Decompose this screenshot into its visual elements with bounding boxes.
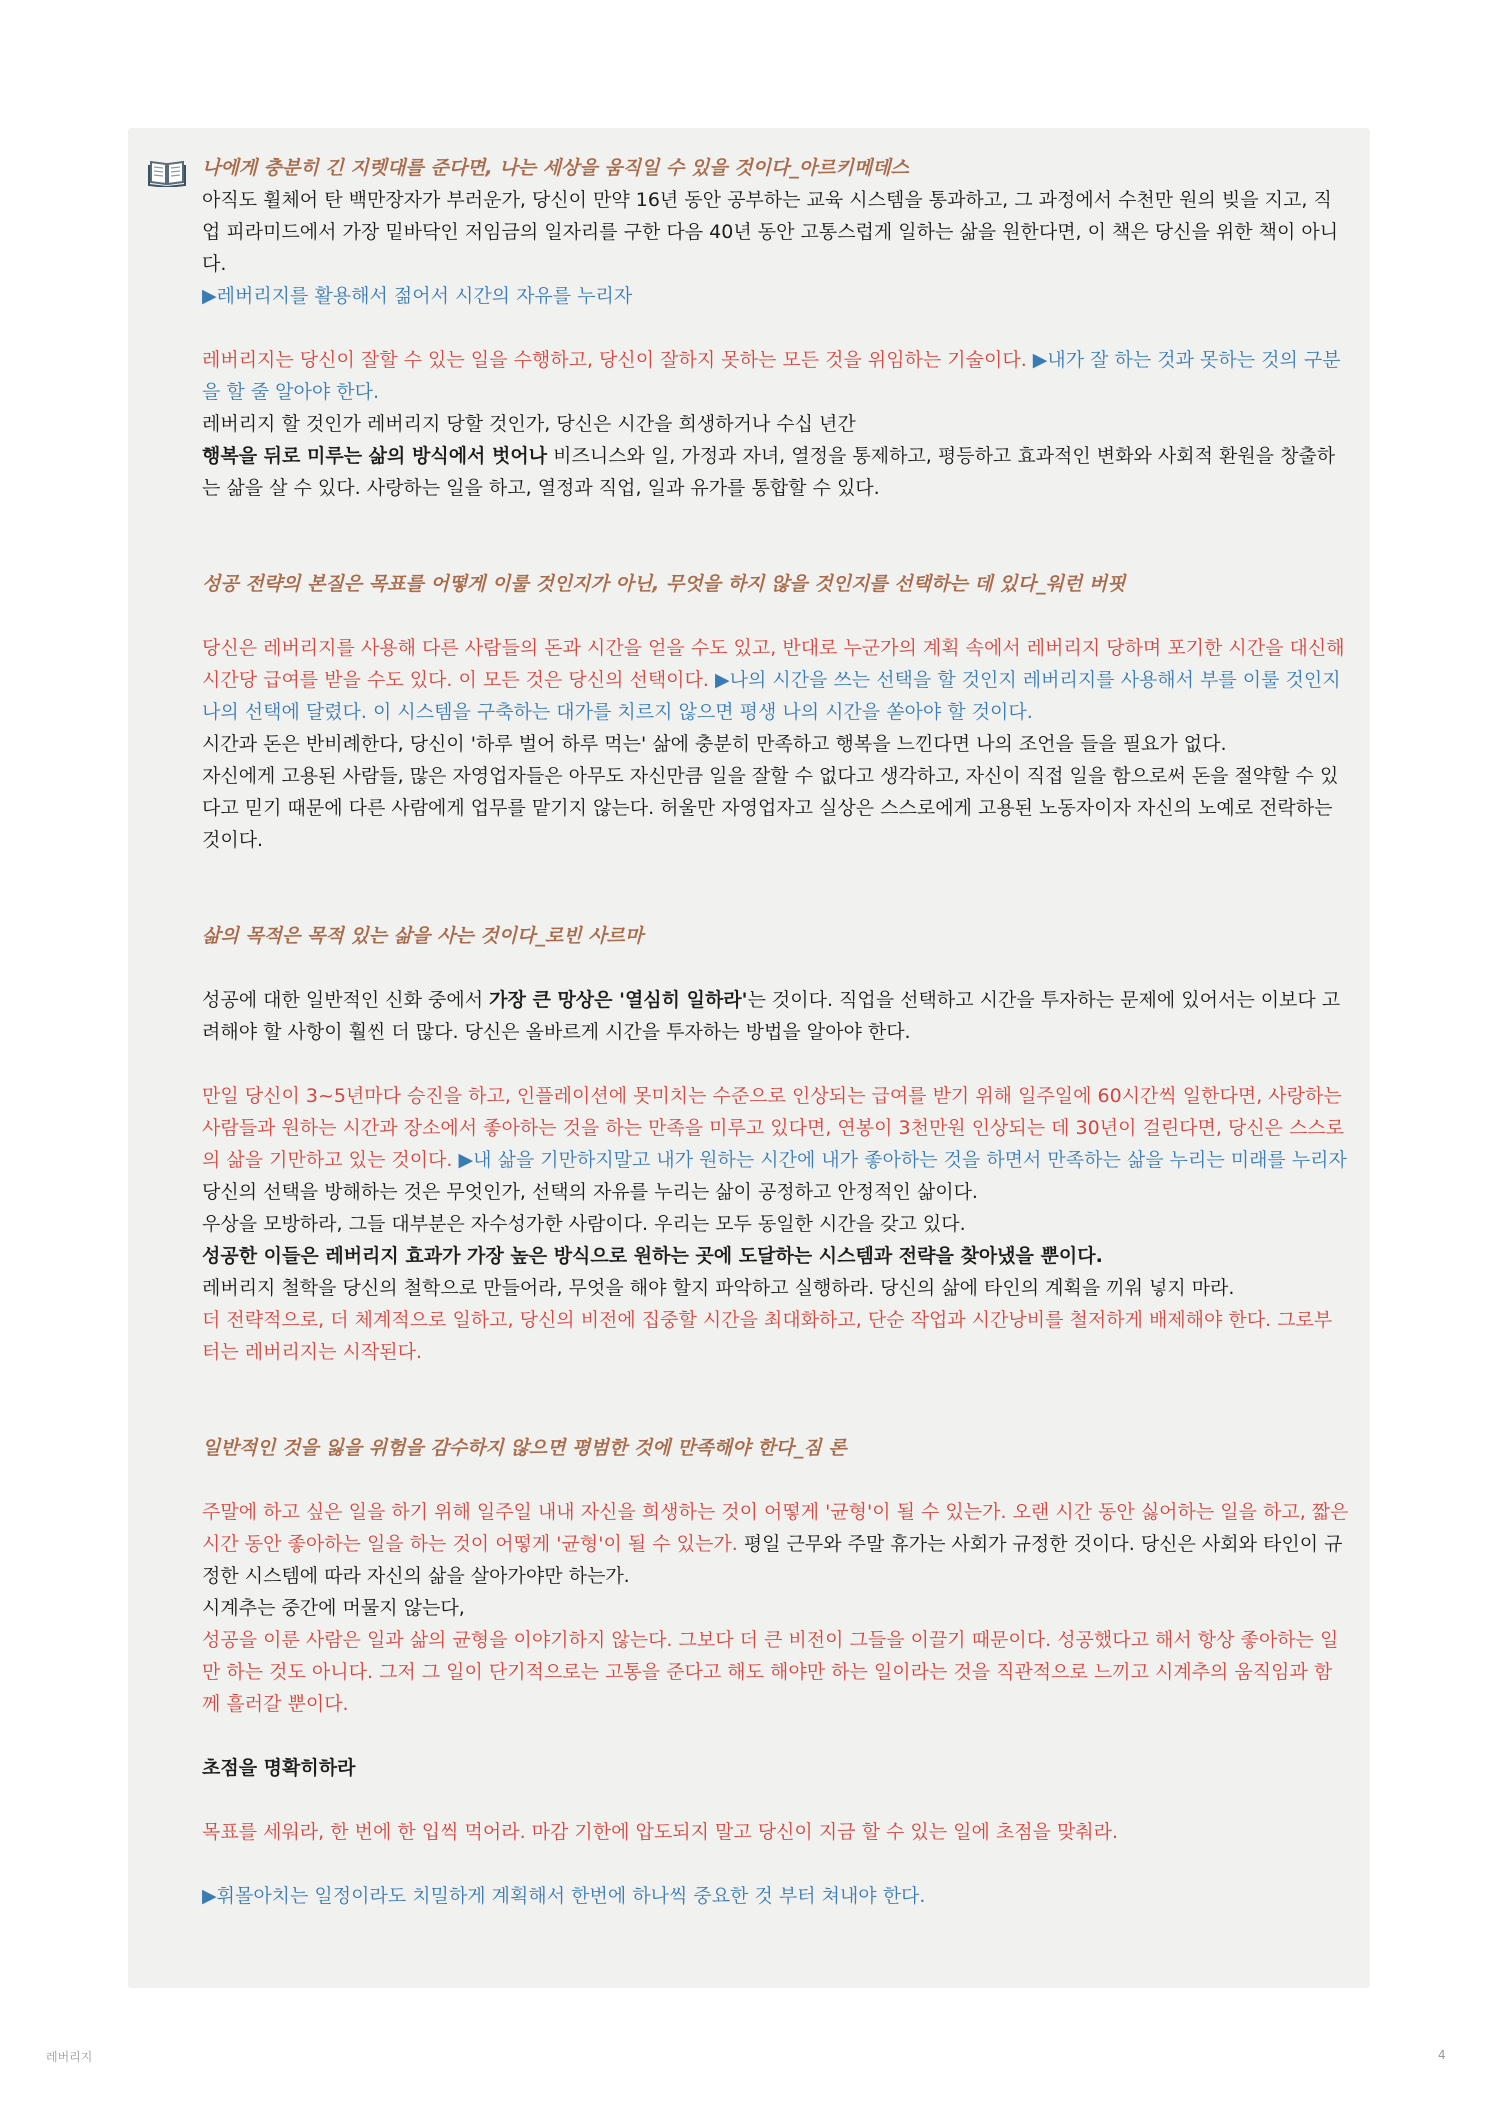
footer-document-title: 레버리지: [46, 2050, 93, 2064]
paragraph: 더 전략적으로, 더 체계적으로 일하고, 당신의 비전에 집중할 시간을 최대화하고, 단순 작업과 시간낭비를 철저하게 배제해야 한다. 그로부터는 레버리지는 시작된다.: [202, 1309, 1333, 1363]
paragraph: 당신의 선택을 방해하는 것은 무엇인가, 선택의 자유를 누리는 삶이 공정하고 안정적인 삶이다.: [202, 1181, 978, 1203]
paragraph: 레버리지는 당신이 잘할 수 있는 일을 수행하고, 당신이 잘하지 못하는 모든 것을 위임하는 기술이다. ▶내가 잘 하는 것과 못하는 것의 구분을 할 줄 알아야 한다.: [202, 349, 1341, 403]
callout-content: [202, 152, 1350, 1912]
footer-page-number: 4: [1438, 2048, 1446, 2062]
paragraph: 레버리지 철학을 당신의 철학으로 만들어라, 무엇을 해야 할지 파악하고 실행하라. 당신의 삶에 타인의 계획을 끼워 넣지 마라.: [202, 1277, 1235, 1299]
quote-archimedes: 나에게 충분히 긴 지렛대를 준다면, 나는 세상을 움직일 수 있을 것이다_아르키메데스: [202, 157, 909, 179]
callout-block: [128, 128, 1370, 1988]
paragraph: 목표를 세워라, 한 번에 한 입씩 먹어라. 마감 기한에 압도되지 말고 당신이 지금 할 수 있는 일에 초점을 맞춰라.: [202, 1821, 1119, 1843]
highlight-note: ▶휘몰아치는 일정이라도 치밀하게 계획해서 한번에 하나씩 중요한 것 부터 쳐내야 한다.: [202, 1885, 926, 1907]
paragraph: 레버리지 할 것인가 레버리지 당할 것인가, 당신은 시간을 희생하거나 수십 년간: [202, 413, 856, 435]
quote-sharma: 삶의 목적은 목적 있는 삶을 사는 것이다_로빈 사르마: [202, 925, 644, 947]
paragraph: 만일 당신이 3~5년마다 승진을 하고, 인플레이션에 못미치는 수준으로 인상되는 급여를 받기 위해 일주일에 60시간씩 일한다면, 사랑하는 사람들과 원하는 시간과 장소에서 좋아하는 것을 하는 만족을 미루고 있다면, 연봉이 3천만원 인상되는 데 30년이 걸린다면, 당신은 스스로의 삶을 기만하고 있는 것이다. ▶내 삶을 기만하지말고 내가 원하는 시간에 내가 좋아하는 것을 하면서 만족하는 삶을 누리는 미래를 누리자: [202, 1085, 1347, 1171]
paragraph-bold: 성공한 이들은 레버리지 효과가 가장 높은 방식으로 원하는 곳에 도달하는 시스템과 전략을 찾아냈을 뿐이다.: [202, 1245, 1103, 1267]
paragraph: 아직도 휠체어 탄 백만장자가 부러운가, 당신이 만약 16년 동안 공부하는 교육 시스템을 통과하고, 그 과정에서 수천만 원의 빚을 지고, 직업 피라미드에서 가장 밑바닥인 저임금의 일자리를 구한 다음 40년 동안 고통스럽게 일하는 삶을 원한다면, 이 책은 당신을 위한 책이 아니다.: [202, 189, 1339, 275]
paragraph: 주말에 하고 싶은 일을 하기 위해 일주일 내내 자신을 희생하는 것이 어떻게 '균형'이 될 수 있는가. 오랜 시간 동안 싫어하는 일을 하고, 짧은 시간 동안 좋아하는 일을 하는 것이 어떻게 '균형'이 될 수 있는가. 평일 근무와 주말 휴가는 사회가 규정한 것이다. 당신은 사회와 타인이 규정한 시스템에 따라 자신의 삶을 살아가야만 하는가.: [202, 1501, 1349, 1587]
paragraph: 성공을 이룬 사람은 일과 삶의 균형을 이야기하지 않는다. 그보다 더 큰 비전이 그들을 이끌기 때문이다. 성공했다고 해서 항상 좋아하는 일만 하는 것도 아니다. 그저 그 일이 단기적으로는 고통을 준다고 해도 해야만 하는 일이라는 것을 직관적으로 느끼고 시계추의 움직임과 함께 흘러갈 뿐이다.: [202, 1629, 1339, 1715]
open-book-icon: [148, 157, 186, 187]
quote-buffett: 성공 전략의 본질은 목표를 어떻게 이룰 것인지가 아닌, 무엇을 하지 않을 것인지를 선택하는 데 있다_워런 버핏: [202, 573, 1126, 595]
paragraph: 행복을 뒤로 미루는 삶의 방식에서 벗어나 비즈니스와 일, 가정과 자녀, 열정을 통제하고, 평등하고 효과적인 변화와 사회적 환원을 창출하는 삶을 살 수 있다. 사랑하는 일을 하고, 열정과 직업, 일과 유가를 통합할 수 있다.: [202, 445, 1336, 499]
quote-rohn: 일반적인 것을 잃을 위험을 감수하지 않으면 평범한 것에 만족해야 한다_짐 론: [202, 1437, 847, 1459]
paragraph: 시간과 돈은 반비례한다, 당신이 '하루 벌어 하루 먹는' 삶에 충분히 만족하고 행복을 느낀다면 나의 조언을 들을 필요가 없다.: [202, 733, 1227, 755]
section-heading: 초점을 명확히하라: [202, 1757, 356, 1779]
highlight-note: ▶레버리지를 활용해서 젊어서 시간의 자유를 누리자: [202, 285, 633, 307]
paragraph: 우상을 모방하라, 그들 대부분은 자수성가한 사람이다. 우리는 모두 동일한 시간을 갖고 있다.: [202, 1213, 966, 1235]
paragraph: 성공에 대한 일반적인 신화 중에서 가장 큰 망상은 '열심히 일하라'는 것이다. 직업을 선택하고 시간을 투자하는 문제에 있어서는 이보다 고려해야 할 사항이 훨씬 더 많다. 당신은 올바르게 시간을 투자하는 방법을 알아야 한다.: [202, 989, 1341, 1043]
paragraph: 시계추는 중간에 머물지 않는다,: [202, 1597, 465, 1619]
paragraph: 자신에게 고용된 사람들, 많은 자영업자들은 아무도 자신만큼 일을 잘할 수 없다고 생각하고, 자신이 직접 일을 함으로써 돈을 절약할 수 있다고 믿기 때문에 다른 사람에게 업무를 맡기지 않는다. 허울만 자영업자고 실상은 스스로에게 고용된 노동자이자 자신의 노예로 전락하는 것이다.: [202, 765, 1339, 851]
paragraph: 당신은 레버리지를 사용해 다른 사람들의 돈과 시간을 얻을 수도 있고, 반대로 누군가의 계획 속에서 레버리지 당하며 포기한 시간을 대신해 시간당 급여를 받을 수도 있다. 이 모든 것은 당신의 선택이다. ▶나의 시간을 쓰는 선택을 할 것인지 레버리지를 사용해서 부를 이룰 것인지 나의 선택에 달렸다. 이 시스템을 구축하는 대가를 치르지 않으면 평생 나의 시간을 쏟아야 할 것이다.: [202, 637, 1345, 723]
